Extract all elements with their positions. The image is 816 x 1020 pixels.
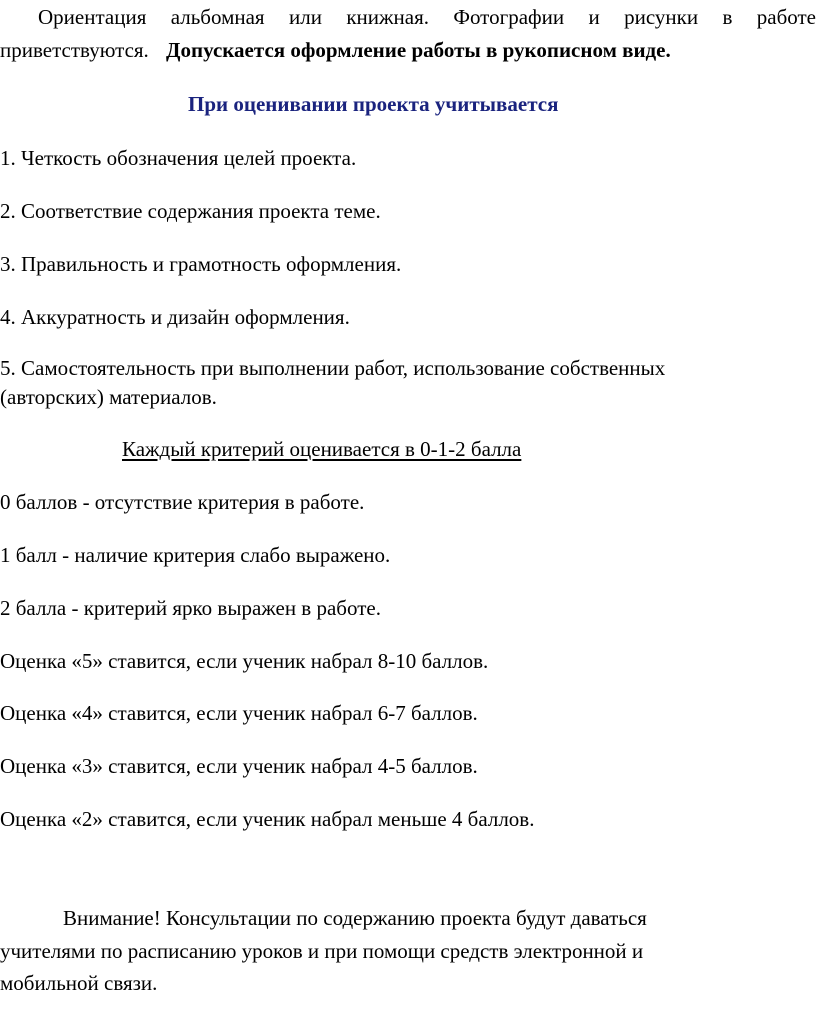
criterion-3: 3. Правильность и грамотность оформления. xyxy=(0,252,402,276)
notice-line-3: мобильной связи. xyxy=(0,971,158,995)
score-1: 1 балл - наличие критерия слабо выражено. xyxy=(0,543,391,567)
criterion-4: 4. Аккуратность и дизайн оформления. xyxy=(0,305,350,329)
intro-line-2 xyxy=(0,37,671,63)
criterion-5-line-2: (авторских) материалов. xyxy=(0,385,217,409)
score-0: 0 баллов - отсутствие критерия в работе. xyxy=(0,490,365,514)
criterion-5-line-1: 5. Самостоятельность при выполнении работ, использование собственных xyxy=(0,356,666,380)
notice-line-1: Внимание! Консультации по содержанию проекта будут даваться xyxy=(63,906,647,930)
grade-2: Оценка «2» ставится, если ученик набрал меньше 4 баллов. xyxy=(0,807,535,831)
grade-4: Оценка «4» ставится, если ученик набрал 6-7 баллов. xyxy=(0,701,478,725)
scoring-heading: Каждый критерий оценивается в 0-1-2 балла xyxy=(122,437,522,461)
grade-5: Оценка «5» ставится, если ученик набрал 8-10 баллов. xyxy=(0,649,489,673)
criterion-1: 1. Четкость обозначения целей проекта. xyxy=(0,146,357,170)
intro-line-1: Ориентация альбомная или книжная. Фотографии и рисунки в работе xyxy=(38,5,816,29)
criterion-2: 2. Соответствие содержания проекта теме. xyxy=(0,199,381,223)
intro-line-2-normal: приветствуются. xyxy=(0,38,149,62)
criteria-heading: При оценивании проекта учитывается xyxy=(188,92,559,116)
intro-line-2-bold: Допускается оформление работы в рукописном виде. xyxy=(166,38,671,62)
notice-line-2: учителями по расписанию уроков и при помощи средств электронной и xyxy=(0,939,644,963)
grade-3: Оценка «3» ставится, если ученик набрал 4-5 баллов. xyxy=(0,754,478,778)
score-2: 2 балла - критерий ярко выражен в работе. xyxy=(0,596,381,620)
